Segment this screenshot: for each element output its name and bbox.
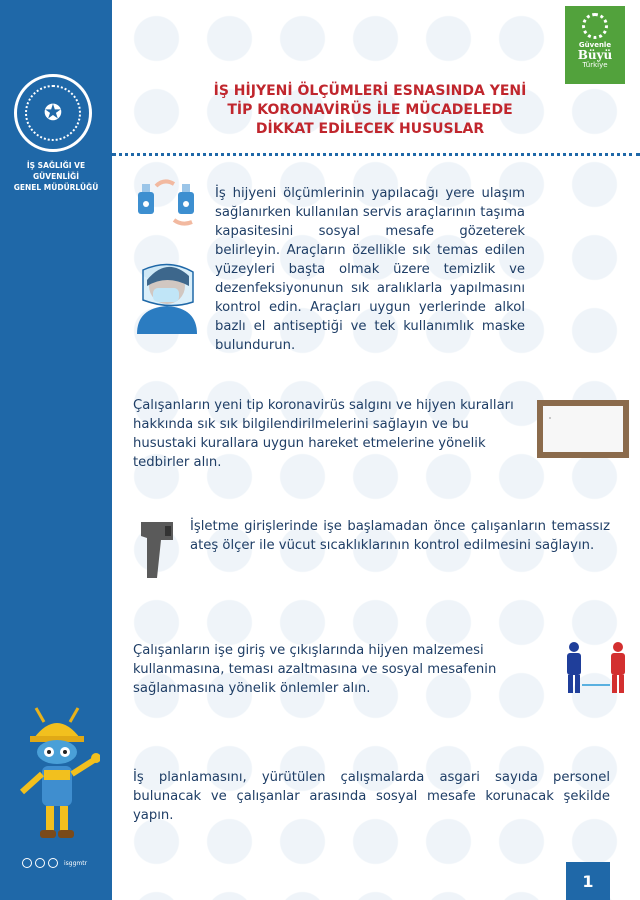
face-shield-worker-icon — [133, 250, 203, 334]
notice-board-icon — [537, 400, 629, 458]
facebook-icon[interactable] — [22, 858, 32, 868]
organization-name — [4, 160, 108, 193]
sidebar — [0, 0, 112, 900]
item-3-text: İşletme girişlerinde işe başlamadan önce çalışanların temassız ateş ölçer ile vücut sıcaklıklarının kontrol edilmesini sağlayın. — [190, 519, 610, 553]
twitter-icon[interactable] — [35, 858, 45, 868]
star-crescent-icon: ✪ — [25, 85, 81, 141]
title-divider — [112, 153, 640, 156]
badge-line-1: Güvenle — [578, 41, 612, 49]
social-distance-icon — [562, 641, 630, 695]
hand-sanitizer-icon — [130, 178, 200, 228]
campaign-badge — [565, 6, 625, 84]
ministry-logo — [14, 74, 92, 152]
page-number: 1 — [566, 862, 610, 900]
social-handle: isggmtr — [64, 859, 88, 867]
item-2-text: Çalışanların yeni tip koronavirüs salgını ve hijyen kuralları hakkında sık sık bilgilendirilmelerini sağlayın ve bu husustaki kurallara uygun hareket etmelerine yönelik tedbirler alın. — [133, 398, 514, 470]
org-line-1: İŞ SAĞLIĞI VE GÜVENLİĞİ — [26, 161, 86, 181]
thermometer-icon — [137, 518, 177, 582]
badge-line-3: Türkiye — [582, 61, 608, 69]
badge-line-2: Büyü — [577, 48, 613, 62]
item-4-text: Çalışanların işe giriş ve çıkışlarında hijyen malzemesi kullanmasına, teması azaltmasına ve sosyal mesafenin sağlanmasına yönelik önlemler alın. — [133, 643, 497, 696]
social-links — [22, 858, 87, 868]
instagram-icon[interactable] — [48, 858, 58, 868]
gear-icon — [582, 13, 608, 39]
item-1-text: İş hijyeni ölçümlerinin yapılacağı yere ulaşım sağlanırken kullanılan servis araçlarının taşıma kapasitesini sosyal mesafe gözeterek belirleyin. Araçların özellikle sık temas edilen yüzeyleri başta olmak üzere temizlik ve dezenfeksiyonunun sık aralıklarla yapılmasını kontrol edin. Araçları uygun yerlerinde alkol bazlı el antiseptiği ve tek kullanımlık maske bulundurun. — [215, 186, 525, 353]
page-title: İŞ HİJYENİ ÖLÇÜMLERİ ESNASINDA YENİ TİP KORONAVİRÜS İLE MÜCADELEDE DİKKAT EDİLECEK HUSUSLAR — [213, 83, 527, 137]
org-line-2: GENEL MÜDÜRLÜĞÜ — [13, 183, 99, 192]
mascot-illustration — [14, 700, 100, 850]
item-5-text: İş planlamasını, yürütülen çalışmalarda asgari sayıda personel bulunacak ve çalışanlar arasında sosyal mesafe korunacak şekilde yapın. — [133, 770, 610, 823]
